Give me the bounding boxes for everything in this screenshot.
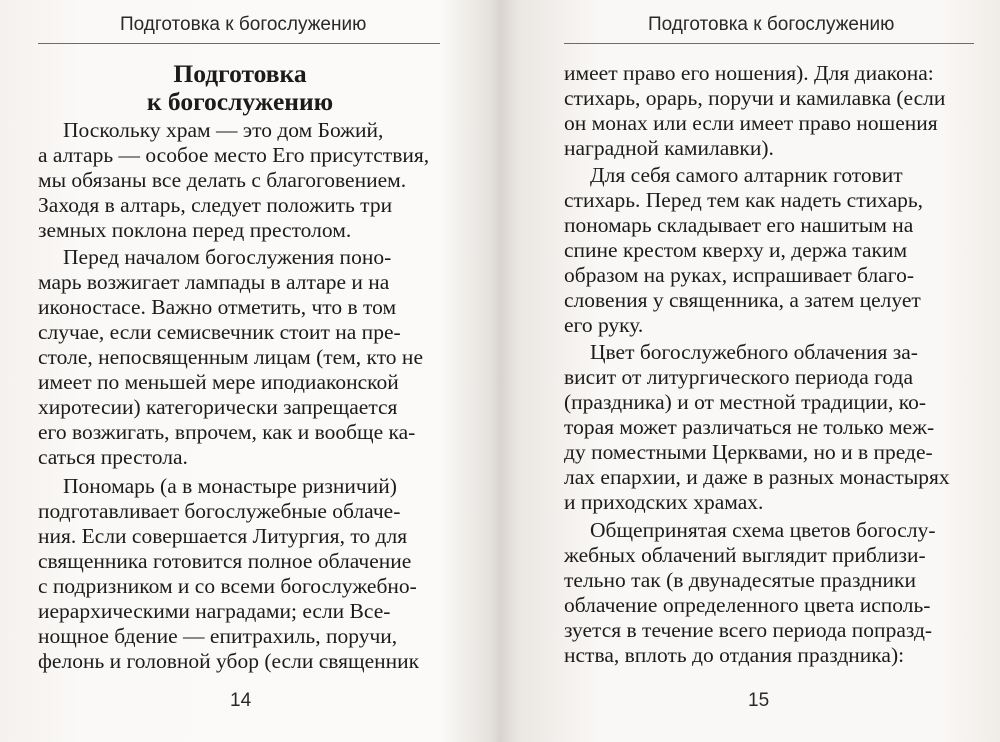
left-page [0, 0, 498, 742]
text-line: он монах или если имеет право ношения [564, 111, 938, 135]
page-number-left: 14 [230, 690, 252, 711]
text-line: лах епархии, и даже в разных монастырях [564, 465, 950, 489]
text-line: столе, непосвященным лицам (тем, кто не [38, 345, 423, 369]
page-number-right: 15 [748, 690, 770, 711]
text-line: наградной камилавки). [564, 136, 774, 160]
text-line: спине крестом кверху и, держа таким [564, 238, 908, 262]
text-line: его руку. [564, 313, 644, 337]
text-line: ния. Если совершается Литургия, то для [38, 524, 408, 548]
text-line: земных поклона перед престолом. [38, 218, 352, 242]
text-line: с подризником и со всеми богослужебно- [38, 574, 417, 598]
text-line: Общепринятая схема цветов богослу- [590, 518, 936, 542]
chapter-title-line2: к богослужению [146, 87, 334, 116]
text-line: тельно так (в двунадесятые праздники [564, 568, 916, 592]
text-line: нства, вплоть до отдания праздника): [564, 643, 905, 667]
text-line: имеет по меньшей мере иподиаконской [38, 370, 399, 394]
text-line: облачение определенного цвета исполь- [564, 593, 931, 617]
text-line: а алтарь — особое место Его присутствия, [38, 143, 430, 167]
text-line: стихарь. Перед тем как надеть стихарь, [564, 188, 924, 212]
text-line: случае, если семисвечник стоит на пре- [38, 320, 401, 344]
text-line: Цвет богослужебного облачения за- [590, 340, 918, 364]
header-rule-left [38, 43, 440, 44]
chapter-title-line1: Подготовка [173, 59, 307, 88]
running-head-right: Подготовка к богослужению [648, 14, 895, 35]
text-line: и приходских храмах. [564, 490, 764, 514]
text-line: пономарь складывает его нашитым на [564, 213, 914, 237]
text-line: мы обязаны все делать с благоговением. [38, 168, 407, 192]
text-line: иконостасе. Важно отметить, что в том [38, 295, 397, 319]
text-line: священника готовится полное облачение [38, 549, 412, 573]
chapter-title [40, 60, 440, 116]
text-line: саться престола. [38, 445, 188, 469]
text-line: подготавливает богослужебные облаче- [38, 499, 401, 523]
text-line: его возжигать, впрочем, как и вообще ка- [38, 420, 416, 444]
text-line: образом на руках, испрашивает благо- [564, 263, 914, 287]
text-line: Пономарь (а в монастыре ризничий) [63, 474, 397, 498]
text-line: стихарь, орарь, поручи и камилавка (если [564, 86, 946, 110]
text-line: торая может различаться не только меж- [564, 415, 935, 439]
text-line: иерархическими наградами; если Все- [38, 599, 391, 623]
right-page [502, 0, 1000, 742]
text-line: Перед началом богослужения поно- [63, 245, 392, 269]
text-line: висит от литургического периода года [564, 365, 914, 389]
text-line: марь возжигает лампады в алтаре и на [38, 270, 390, 294]
text-line: хиротесии) категорически запрещается [38, 395, 398, 419]
text-line: словения у священника, а затем целует [564, 288, 921, 312]
text-line: зуется в течение всего периода попразд- [564, 618, 933, 642]
text-line: Поскольку храм — это дом Божий, [63, 118, 384, 142]
text-line: фелонь и головной убор (если священник [38, 649, 420, 673]
text-line: Заходя в алтарь, следует положить три [38, 193, 393, 217]
header-rule-right [564, 43, 974, 44]
running-head-left: Подготовка к богослужению [120, 14, 367, 35]
text-line: нощное бдение — епитрахиль, поручи, [38, 624, 398, 648]
text-line: имеет право его ношения). Для диакона: [564, 61, 934, 85]
text-line: ду поместными Церквами, но и в преде- [564, 440, 933, 464]
text-line: (праздника) и от местной традиции, ко- [564, 390, 927, 414]
text-line: жебных облачений выглядит приблизи- [564, 543, 926, 567]
text-line: Для себя самого алтарник готовит [590, 163, 903, 187]
